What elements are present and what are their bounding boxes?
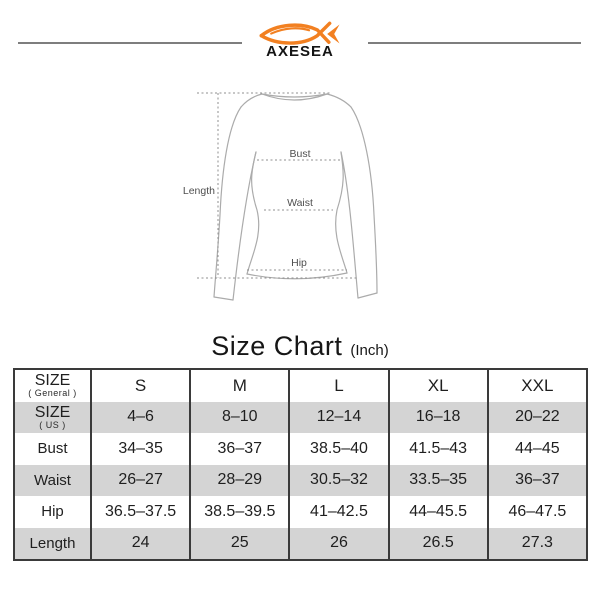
row-label-length: Length (29, 534, 76, 552)
table-cell: 26–27 (91, 465, 190, 497)
table-cell: 26.5 (389, 528, 488, 561)
table-cell: 20–22 (488, 402, 587, 434)
table-row-size-general (14, 369, 587, 402)
measurement-lines (197, 93, 358, 278)
table-cell: 33.5–35 (389, 465, 488, 497)
length-label: Length (182, 185, 215, 197)
chart-title (0, 331, 600, 362)
row-label-waist: Waist (34, 471, 71, 489)
table-cell: 46–47.5 (488, 496, 587, 528)
table-cell: 41–42.5 (289, 496, 388, 528)
waist-label: Waist (287, 197, 313, 209)
size-general-main: SIZE (34, 372, 71, 390)
table-cell: 36–37 (488, 465, 587, 497)
table-cell: 24 (91, 528, 190, 561)
table-row-size-us (14, 402, 587, 434)
table-cell: 44–45 (488, 433, 587, 465)
brand-name: AXESEA (266, 43, 334, 60)
row-label-bust: Bust (37, 440, 68, 458)
chart-title-text: Size Chart (211, 331, 343, 361)
table-cell: 44–45.5 (389, 496, 488, 528)
col-header-xl: XL (389, 369, 488, 402)
table-row-waist (14, 465, 587, 497)
size-us-main: SIZE (34, 403, 71, 421)
table-row-hip (14, 496, 587, 528)
table-cell: 36–37 (190, 433, 289, 465)
table-row-length (14, 528, 587, 561)
row-label-size-general (14, 369, 91, 402)
hip-label: Hip (291, 257, 307, 269)
size-chart-table (13, 368, 588, 561)
table-cell: 41.5–43 (389, 433, 488, 465)
table-cell: 16–18 (389, 402, 488, 434)
size-us-sub: ( US ) (39, 419, 66, 430)
table-cell: 8–10 (190, 402, 289, 434)
col-header-s: S (91, 369, 190, 402)
chart-unit-label: (Inch) (350, 342, 389, 359)
table-cell: 38.5–39.5 (190, 496, 289, 528)
table-cell: 27.3 (488, 528, 587, 561)
table-cell: 12–14 (289, 402, 388, 434)
col-header-l: L (289, 369, 388, 402)
table-cell: 36.5–37.5 (91, 496, 190, 528)
size-general-sub: ( General ) (28, 388, 77, 399)
table-cell: 30.5–32 (289, 465, 388, 497)
table-cell: 25 (190, 528, 289, 561)
table-cell: 26 (289, 528, 388, 561)
bust-label: Bust (289, 148, 311, 160)
col-header-xxl: XXL (488, 369, 587, 402)
table-cell: 4–6 (91, 402, 190, 434)
table-cell: 28–29 (190, 465, 289, 497)
col-header-m: M (190, 369, 289, 402)
table-cell: 34–35 (91, 433, 190, 465)
row-label-size-us (14, 402, 91, 434)
table-cell: 38.5–40 (289, 433, 388, 465)
table-row-bust (14, 433, 587, 465)
row-label-hip: Hip (41, 503, 64, 521)
